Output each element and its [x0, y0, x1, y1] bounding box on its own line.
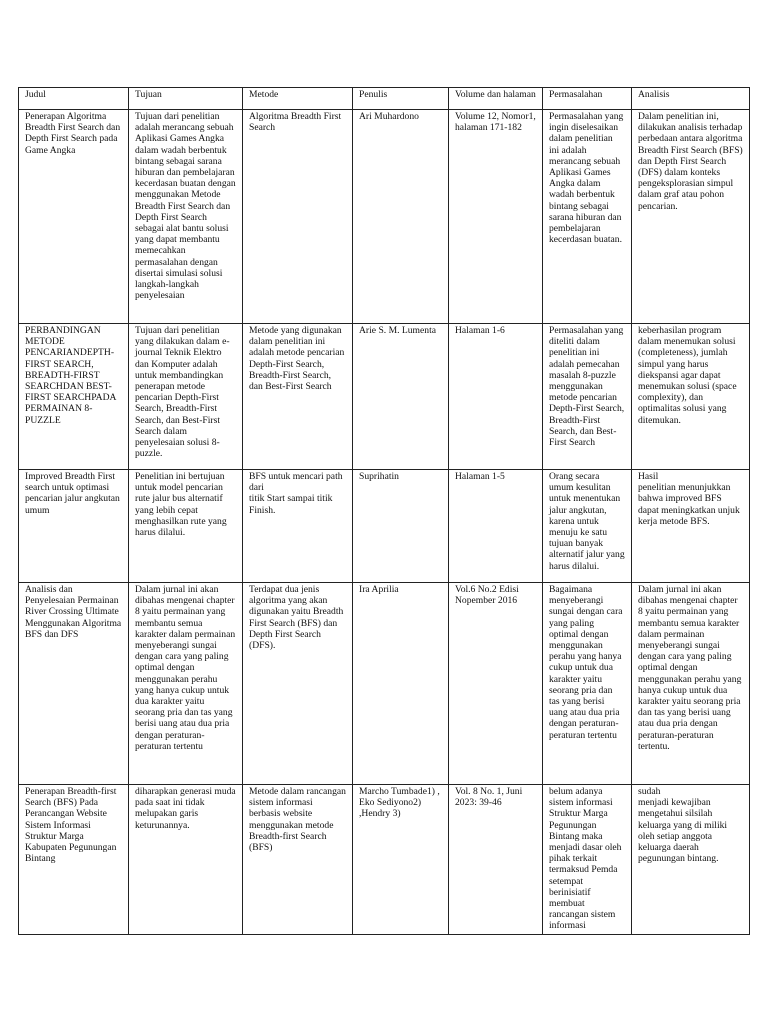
cell-volume: Vol.6 No.2 Edisi Nopember 2016: [449, 583, 543, 785]
header-analisis: Analisis: [632, 88, 750, 110]
cell-tujuan: Tujuan dari penelitian yang dilakukan dalam e-journal Teknik Elektro dan Komputer adalah untuk membandingkan penerapan metode pencarian Depth-First Search, Breadth-First Search, dan Best-First Search dalam penyelesaian solusi 8-puzzle.: [129, 324, 243, 470]
cell-permasalahan: Permasalahan yang diteliti dalam penelitian ini adalah pemecahan masalah 8-puzzle menggunakan metode pencarian Depth-First Search, Breadth-First Search, dan Best-First Search: [543, 324, 632, 470]
cell-metode: Metode yang digunakan dalam penelitian ini adalah metode pencarian Depth-First Search, Breadth-First Search, dan Best-First Search: [243, 324, 353, 470]
literature-review-table: [18, 87, 750, 935]
cell-penulis: Arie S. M. Lumenta: [353, 324, 449, 470]
header-tujuan: Tujuan: [129, 88, 243, 110]
cell-permasalahan: Bagaimana menyeberangi sungai dengan cara yang paling optimal dengan menggunakan perahu yang hanya cukup untuk dua karakter yaitu seorang pria dan tas yang berisi uang atau dua pria dengan peraturan-peraturan tertentu: [543, 583, 632, 785]
header-judul: Judul: [19, 88, 129, 110]
header-permasalahan: Permasalahan: [543, 88, 632, 110]
cell-permasalahan: belum adanya sistem informasi Struktur Marga Pegunungan Bintang maka menjadi dasar oleh pihak terkait termaksud Pemda setempat berinisiatif membuat rancangan sistem informasi: [543, 785, 632, 935]
cell-analisis: Hasil penelitian menunjukkan bahwa improved BFS dapat meningkatkan unjuk kerja metode BFS.: [632, 470, 750, 583]
cell-volume: Volume 12, Nomor1, halaman 171-182: [449, 110, 543, 324]
cell-metode: Terdapat dua jenis algoritma yang akan digunakan yaitu Breadth First Search (BFS) dan Depth First Search (DFS).: [243, 583, 353, 785]
cell-tujuan: diharapkan generasi muda pada saat ini tidak melupakan garis keturunannya.: [129, 785, 243, 935]
cell-permasalahan: Orang secara umum kesulitan untuk menentukan jalur angkutan, karena untuk menuju ke satu tujuan banyak alternatif jalur yang harus dilalui.: [543, 470, 632, 583]
cell-penulis: Marcho Tumbade1) , Eko Sediyono2) ,Hendry 3): [353, 785, 449, 935]
cell-tujuan: Tujuan dari penelitian adalah merancang sebuah Aplikasi Games Angka dalam wadah berbentuk bintang sebagai sarana hiburan dan pembelajaran kecerdasan buatan dengan menggunakan Metode Breadth First Search dan Depth First Search sebagai alat bantu solusi yang dapat membantu memecahkan permasalahan dengan disertai simulasi solusi langkah-langkah penyelesaian: [129, 110, 243, 324]
cell-tujuan: Dalam jurnal ini akan dibahas mengenai chapter 8 yaitu permainan yang membantu semua karakter dalam permainan menyeberangi sungai dengan cara yang paling optimal dengan menggunakan perahu yang hanya cukup untuk dua karakter yaitu seorang pria dan tas yang berisi uang atau dua pria dengan peraturan-peraturan tertentu: [129, 583, 243, 785]
cell-judul: Penerapan Breadth-first Search (BFS) Pada Perancangan Website Sistem Informasi Struktur Marga Kabupaten Pegunungan Bintang: [19, 785, 129, 935]
table-row: [19, 324, 750, 470]
cell-volume: Halaman 1-5: [449, 470, 543, 583]
cell-analisis: keberhasilan program dalam menemukan solusi (completeness), jumlah simpul yang harus diekspansi agar dapat menemukan solusi (space complexity), dan optimalitas solusi yang ditemukan.: [632, 324, 750, 470]
cell-permasalahan: Permasalahan yang ingin diselesaikan dalam penelitian ini adalah merancang sebuah Aplikasi Games Angka dalam wadah berbentuk bintang sebagai sarana hiburan dan pembelajaran kecerdasan buatan.: [543, 110, 632, 324]
cell-penulis: Suprihatin: [353, 470, 449, 583]
cell-judul: Penerapan Algoritma Breadth First Search dan Depth First Search pada Game Angka: [19, 110, 129, 324]
cell-volume: Vol. 8 No. 1, Juni 2023: 39-46: [449, 785, 543, 935]
header-penulis: Penulis: [353, 88, 449, 110]
cell-analisis: Dalam jurnal ini akan dibahas mengenai chapter 8 yaitu permainan yang membantu semua karakter dalam permainan menyeberangi sungai dengan cara yang paling optimal dengan menggunakan perahu yang hanya cukup untuk dua karakter yaitu seorang pria dan tas yang berisi uang atau dua pria dengan peraturan-peraturan tertentu.: [632, 583, 750, 785]
cell-penulis: Ira Aprilia: [353, 583, 449, 785]
header-volume-halaman: Volume dan halaman: [449, 88, 543, 110]
table-header-row: [19, 88, 750, 110]
cell-analisis: Dalam penelitian ini, dilakukan analisis terhadap perbedaan antara algoritma Breadth First Search (BFS) dan Depth First Search (DFS) dalam konteks pengeksplorasian simpul dalam graf atau pohon pencarian.: [632, 110, 750, 324]
cell-analisis: sudah menjadi kewajiban mengetahui silsilah keluarga yang di miliki oleh setiap anggota keluarga daerah pegunungan bintang.: [632, 785, 750, 935]
cell-metode: BFS untuk mencari path dari titik Start sampai titik Finish.: [243, 470, 353, 583]
table-row: [19, 110, 750, 324]
cell-volume: Halaman 1-6: [449, 324, 543, 470]
table-row: [19, 785, 750, 935]
cell-tujuan: Penelitian ini bertujuan untuk model pencarian rute jalur bus alternatif yang lebih cepat menghasilkan rute yang harus dilalui.: [129, 470, 243, 583]
cell-metode: Algoritma Breadth First Search: [243, 110, 353, 324]
header-metode: Metode: [243, 88, 353, 110]
cell-penulis: Ari Muhardono: [353, 110, 449, 324]
cell-judul: PERBANDINGAN METODE PENCARIANDEPTH-FIRST SEARCH, BREADTH-FIRST SEARCHDAN BEST-FIRST SEARCHPADA PERMAINAN 8-PUZZLE: [19, 324, 129, 470]
table-row: [19, 470, 750, 583]
cell-judul: Analisis dan Penyelesaian Permainan River Crossing Ultimate Menggunakan Algoritma BFS dan DFS: [19, 583, 129, 785]
table-row: [19, 583, 750, 785]
cell-judul: Improved Breadth First search untuk optimasi pencarian jalur angkutan umum: [19, 470, 129, 583]
cell-metode: Metode dalam rancangan sistem informasi berbasis website menggunakan metode Breadth-first Search (BFS): [243, 785, 353, 935]
